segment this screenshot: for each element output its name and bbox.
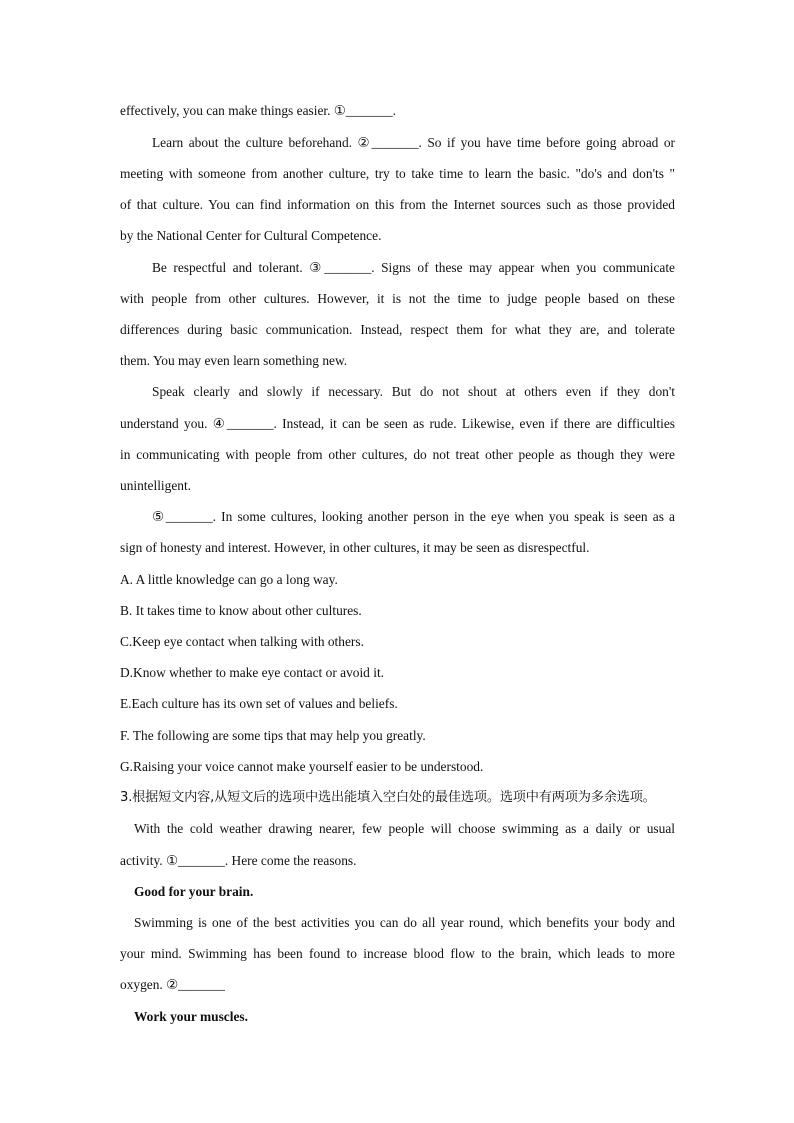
paragraph-line: sign of honesty and interest. However, in other cultures, it may be seen as disrespectful.	[120, 540, 590, 555]
option-g: G.Raising your voice cannot make yourself easier to be understood.	[120, 759, 484, 774]
option-f: F. The following are some tips that may help you greatly.	[120, 728, 426, 743]
option-c: C.Keep eye contact when talking with others.	[120, 634, 364, 649]
paragraph-line: of that culture. You can find information on this from the Internet sources such as those provided	[120, 197, 675, 212]
paragraph-line: meeting with someone from another culture, try to take time to learn the basic. "do's and don'ts "	[120, 166, 675, 181]
paragraph-line: differences during basic communication. Instead, respect them for what they are, and tolerate	[120, 322, 675, 337]
paragraph-line: your mind. Swimming has been found to increase blood flow to the brain, which leads to more	[120, 946, 675, 961]
paragraph-line: understand you. ④_______. Instead, it can be seen as rude. Likewise, even if there are difficulties	[120, 416, 675, 431]
paragraph-line: oxygen. ②_______	[120, 977, 225, 992]
paragraph-line: them. You may even learn something new.	[120, 353, 348, 368]
option-e: E.Each culture has its own set of values and beliefs.	[120, 696, 398, 711]
section-heading: Work your muscles.	[134, 1009, 248, 1024]
paragraph-line: by the National Center for Cultural Competence.	[120, 228, 382, 243]
paragraph-line: with people from other cultures. However, it is not the time to judge people based on these	[120, 291, 675, 306]
option-b: B. It takes time to know about other cultures.	[120, 603, 362, 618]
paragraph-line: in communicating with people from other cultures, do not treat other people as though they were	[120, 447, 675, 462]
paragraph-line: effectively, you can make things easier. ①_______.	[120, 103, 397, 118]
section-heading: Good for your brain.	[134, 884, 254, 899]
question-instruction: 3.根据短文内容,从短文后的选项中选出能填入空白处的最佳选项。选项中有两项为多余选项。	[120, 790, 656, 805]
paragraph-line: Learn about the culture beforehand. ②_______. So if you have time before going abroad or	[152, 135, 675, 150]
paragraph-line: unintelligent.	[120, 478, 192, 493]
paragraph-line: activity. ①_______. Here come the reasons.	[120, 853, 357, 868]
paragraph-line: With the cold weather drawing nearer, few people will choose swimming as a daily or usual	[134, 821, 675, 836]
paragraph-line: Swimming is one of the best activities you can do all year round, which benefits your body and	[134, 915, 675, 930]
option-a: A. A little knowledge can go a long way.	[120, 572, 338, 587]
paragraph-line: Speak clearly and slowly if necessary. But do not shout at others even if they don't	[152, 384, 675, 399]
paragraph-line: Be respectful and tolerant. ③_______. Signs of these may appear when you communicate	[152, 260, 675, 275]
paragraph-line: ⑤_______. In some cultures, looking another person in the eye when you speak is seen as a	[152, 509, 675, 524]
option-d: D.Know whether to make eye contact or avoid it.	[120, 665, 385, 680]
